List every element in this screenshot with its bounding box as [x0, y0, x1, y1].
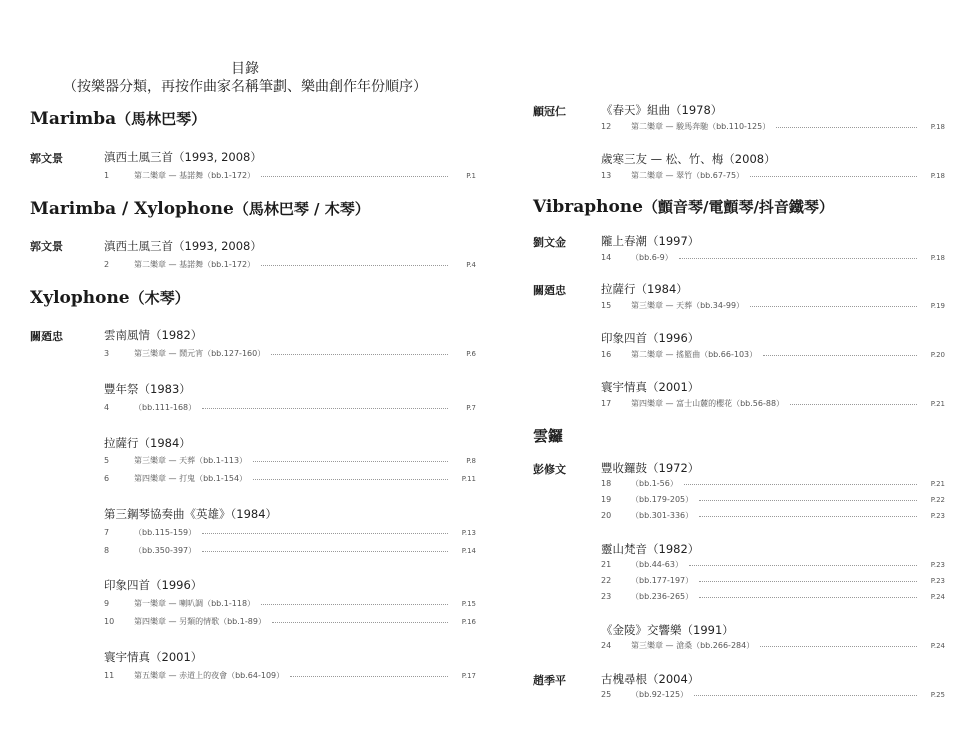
- toc-entry[interactable]: [601, 640, 945, 651]
- section-vibraphone: [533, 196, 834, 217]
- entry-number: 17: [601, 399, 612, 408]
- dot-leader: [261, 265, 448, 266]
- entry-description: （bb.179-205）: [631, 495, 694, 504]
- entry-page: P.17: [461, 671, 476, 680]
- composer-name: 郭文景: [30, 152, 63, 165]
- entry-page: P.18: [930, 253, 945, 262]
- dot-leader: [253, 479, 448, 480]
- entry-number: 4: [104, 403, 110, 412]
- entry-number: 13: [601, 171, 612, 180]
- entry-number: 9: [104, 599, 110, 608]
- entry-page: P.21: [930, 399, 945, 408]
- section-vibraphone-latin: Vibraphone: [533, 197, 643, 217]
- entry-number: 16: [601, 350, 612, 359]
- dot-leader: [290, 676, 448, 677]
- composer-name: 彭修文: [533, 463, 566, 476]
- work-title: 雲南風情（1982）: [104, 328, 203, 342]
- entry-page: P.4: [466, 260, 476, 269]
- toc-entry[interactable]: [104, 455, 476, 466]
- entry-number: 11: [104, 671, 115, 680]
- entry-page: P.7: [466, 403, 476, 412]
- toc-entry[interactable]: [601, 252, 945, 263]
- dot-leader: [776, 127, 917, 128]
- entry-description: 第四樂章 — 另類的情歌（bb.1-89）: [134, 617, 266, 626]
- toc-entry[interactable]: [601, 575, 945, 586]
- entry-description: 第三樂章 — 鬧元宵（bb.127-160）: [134, 349, 266, 358]
- dot-leader: [272, 622, 448, 623]
- composer-name: 顧冠仁: [533, 105, 566, 118]
- entry-number: 2: [104, 260, 110, 269]
- work-title: 古槐尋根（2004）: [601, 672, 700, 686]
- toc-entry[interactable]: [601, 478, 945, 489]
- toc-entry[interactable]: [104, 473, 476, 484]
- entry-description: 第四樂章 — 富士山麓的櫻花（bb.56-88）: [631, 399, 785, 408]
- entry-number: 25: [601, 690, 612, 699]
- entry-description: （bb.92-125）: [631, 690, 689, 699]
- entry-page: P.13: [461, 528, 476, 537]
- section-vibraphone-cjk: （顫音琴/電顫琴/抖音鐵琴）: [642, 198, 834, 216]
- entry-number: 20: [601, 511, 612, 520]
- entry-page: P.24: [930, 641, 945, 650]
- dot-leader: [699, 516, 917, 517]
- work-title: 寰宇情真（2001）: [601, 380, 700, 394]
- dot-leader: [750, 306, 917, 307]
- dot-leader: [790, 404, 917, 405]
- entry-number: 15: [601, 301, 612, 310]
- entry-description: 第二樂章 — 搖籃曲（bb.66-103）: [631, 350, 758, 359]
- toc-entry[interactable]: [601, 591, 945, 602]
- entry-description: （bb.6-9）: [631, 253, 673, 262]
- entry-description: 第二樂章 — 駿馬奔馳（bb.110-125）: [631, 122, 771, 131]
- toc-entry[interactable]: [601, 300, 945, 311]
- entry-number: 19: [601, 495, 612, 504]
- work-title: 寰宇情真（2001）: [104, 650, 203, 664]
- entry-page: P.22: [930, 495, 945, 504]
- entry-description: （bb.177-197）: [631, 576, 694, 585]
- entry-page: P.23: [930, 511, 945, 520]
- toc-entry[interactable]: [104, 348, 476, 359]
- entry-page: P.18: [930, 122, 945, 131]
- work-title: 印象四首（1996）: [104, 578, 203, 592]
- composer-name: 關廼忠: [533, 284, 566, 297]
- composer-name: 郭文景: [30, 240, 63, 253]
- toc-entry[interactable]: [104, 402, 476, 413]
- entry-description: （bb.115-159）: [134, 528, 197, 537]
- entry-description: （bb.111-168）: [134, 403, 197, 412]
- section-xylophone-cjk: （木琴）: [129, 289, 190, 307]
- work-title: 印象四首（1996）: [601, 331, 700, 345]
- entry-page: P.20: [930, 350, 945, 359]
- composer-name: 趙季平: [533, 674, 566, 687]
- dot-leader: [760, 646, 917, 647]
- work-title: 拉薩行（1984）: [601, 282, 688, 296]
- toc-entry[interactable]: [601, 689, 945, 700]
- toc-entry[interactable]: [601, 494, 945, 505]
- dot-leader: [202, 551, 448, 552]
- toc-entry[interactable]: [104, 545, 476, 556]
- section-yunluo: [533, 425, 563, 446]
- toc-entry[interactable]: [104, 616, 476, 627]
- entry-description: 第四樂章 — 打鬼（bb.1-154）: [134, 474, 248, 483]
- entry-number: 8: [104, 546, 110, 555]
- dot-leader: [202, 533, 448, 534]
- dot-leader: [684, 484, 917, 485]
- entry-number: 22: [601, 576, 612, 585]
- entry-number: 7: [104, 528, 110, 537]
- entry-number: 10: [104, 617, 115, 626]
- entry-number: 21: [601, 560, 612, 569]
- entry-page: P.15: [461, 599, 476, 608]
- work-title: 第三鋼琴協奏曲《英雄》（1984）: [104, 507, 278, 521]
- dot-leader: [202, 408, 448, 409]
- toc-entry[interactable]: [104, 670, 476, 681]
- section-xylophone: [30, 287, 190, 308]
- entry-page: P.14: [461, 546, 476, 555]
- entry-number: 1: [104, 171, 110, 180]
- entry-page: P.23: [930, 576, 945, 585]
- entry-number: 18: [601, 479, 612, 488]
- toc-entry[interactable]: [601, 559, 945, 570]
- entry-page: P.23: [930, 560, 945, 569]
- entry-page: P.21: [930, 479, 945, 488]
- section-xylophone-latin: Xylophone: [30, 288, 130, 308]
- dot-leader: [699, 500, 917, 501]
- dot-leader: [763, 355, 917, 356]
- dot-leader: [253, 461, 448, 462]
- entry-description: 第一樂章 — 喇叭調（bb.1-118）: [134, 599, 256, 608]
- entry-number: 24: [601, 641, 612, 650]
- entry-page: P.18: [930, 171, 945, 180]
- entry-number: 23: [601, 592, 612, 601]
- entry-page: P.1: [466, 171, 476, 180]
- entry-description: （bb.350-397）: [134, 546, 197, 555]
- dot-leader: [261, 604, 448, 605]
- section-marimba-cjk: （馬林巴琴）: [116, 110, 207, 128]
- dot-leader: [271, 354, 448, 355]
- entry-page: P.16: [461, 617, 476, 626]
- entry-description: 第三樂章 — 天葬（bb.34-99）: [631, 301, 745, 310]
- entry-description: （bb.44-63）: [631, 560, 683, 569]
- entry-page: P.19: [930, 301, 945, 310]
- entry-page: P.25: [930, 690, 945, 699]
- toc-entry[interactable]: [601, 170, 945, 181]
- entry-number: 3: [104, 349, 110, 358]
- dot-leader: [694, 695, 917, 696]
- work-title: 滇西土風三首（1993, 2008）: [104, 150, 262, 164]
- section-marimba-xylophone: [30, 198, 370, 219]
- work-title: 豐收鑼鼓（1972）: [601, 461, 700, 475]
- entry-description: 第二樂章 — 翠竹（bb.67-75）: [631, 171, 745, 180]
- toc-entry[interactable]: [104, 170, 476, 181]
- entry-number: 5: [104, 456, 110, 465]
- toc-entry[interactable]: [104, 598, 476, 609]
- toc-entry[interactable]: [601, 349, 945, 360]
- entry-page: P.6: [466, 349, 476, 358]
- dot-leader: [689, 565, 917, 566]
- entry-description: （bb.236-265）: [631, 592, 694, 601]
- work-title: 《金陵》交響樂（1991）: [601, 623, 734, 637]
- entry-page: P.8: [466, 456, 476, 465]
- section-marimba-xylophone-cjk: （馬林巴琴 / 木琴）: [233, 200, 370, 218]
- entry-description: （bb.301-336）: [631, 511, 694, 520]
- composer-name: 劉文金: [533, 236, 566, 249]
- toc-entry[interactable]: [601, 398, 945, 409]
- toc-entry[interactable]: [104, 527, 476, 538]
- section-marimba-xylophone-latin: Marimba / Xylophone: [30, 199, 234, 219]
- toc-entry[interactable]: [601, 121, 945, 132]
- dot-leader: [261, 176, 448, 177]
- section-yunluo-cjk: 雲鑼: [533, 427, 564, 445]
- work-title: 隴上春潮（1997）: [601, 234, 700, 248]
- dot-leader: [699, 581, 917, 582]
- entry-number: 12: [601, 122, 612, 131]
- work-title: 豐年祭（1983）: [104, 382, 191, 396]
- toc-subtitle: （按樂器分類，再按作曲家名稱筆劃、樂曲創作年份順序）: [63, 79, 427, 95]
- entry-description: 第二樂章 — 基諾舞（bb.1-172）: [134, 260, 256, 269]
- toc-title: 目錄: [231, 61, 259, 77]
- work-title: 靈山梵音（1982）: [601, 542, 700, 556]
- work-title: 《春天》組曲（1978）: [601, 103, 723, 117]
- composer-name: 關廼忠: [30, 330, 63, 343]
- entry-page: P.24: [930, 592, 945, 601]
- toc-entry[interactable]: [601, 510, 945, 521]
- section-marimba-latin: Marimba: [30, 109, 117, 129]
- section-marimba: [30, 108, 206, 129]
- entry-number: 6: [104, 474, 110, 483]
- entry-number: 14: [601, 253, 612, 262]
- dot-leader: [679, 258, 917, 259]
- entry-description: 第三樂章 — 滄桑（bb.266-284）: [631, 641, 755, 650]
- entry-page: P.11: [461, 474, 476, 483]
- work-title: 歲寒三友 — 松、竹、梅（2008）: [601, 152, 776, 166]
- dot-leader: [750, 176, 917, 177]
- work-title: 滇西土風三首（1993, 2008）: [104, 239, 262, 253]
- entry-description: 第二樂章 — 基諾舞（bb.1-172）: [134, 171, 256, 180]
- toc-entry[interactable]: [104, 259, 476, 270]
- entry-description: 第五樂章 — 赤道上的夜會（bb.64-109）: [134, 671, 285, 680]
- entry-description: 第三樂章 — 天葬（bb.1-113）: [134, 456, 248, 465]
- dot-leader: [699, 597, 917, 598]
- work-title: 拉薩行（1984）: [104, 436, 191, 450]
- entry-description: （bb.1-56）: [631, 479, 678, 488]
